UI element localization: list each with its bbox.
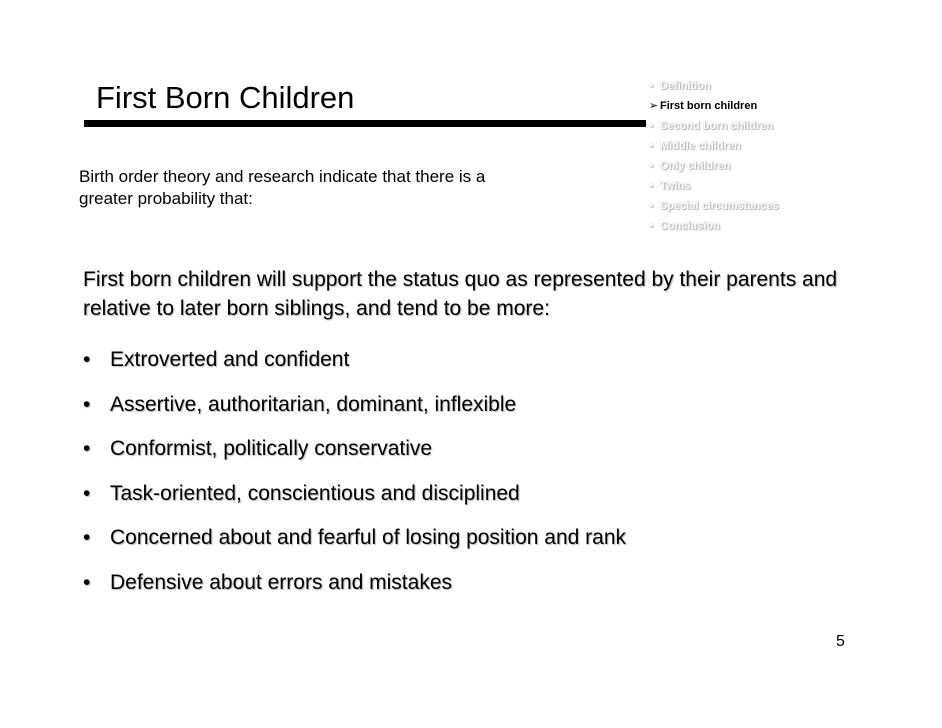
bullet-marker: •: [83, 570, 91, 594]
nav-item-label: Middle children: [660, 140, 741, 152]
section-nav: [649, 76, 849, 236]
nav-item-middle-children[interactable]: [649, 136, 849, 156]
nav-bullet: •: [649, 120, 653, 132]
bullet-marker: •: [83, 481, 91, 505]
page-number: 5: [836, 633, 845, 650]
nav-bullet: •: [649, 180, 653, 192]
bullet-marker: •: [83, 526, 91, 549]
title-underline: [84, 120, 646, 127]
lead-paragraph: First born children will support the status quo as represented by their parents and relative to later born siblings, and tend to be more:: [83, 268, 838, 320]
bullet-marker: •: [83, 437, 91, 460]
bullet-marker: •: [83, 392, 91, 416]
list-item: [83, 383, 863, 428]
nav-item-label: Second born children: [660, 120, 774, 132]
slide-title: First Born Children: [96, 80, 355, 115]
nav-item-label: First born children: [660, 100, 758, 112]
list-item-text: Task-oriented, conscientious and disciplined: [110, 481, 520, 505]
nav-item-label: Definition: [660, 80, 711, 92]
nav-item-definition[interactable]: [649, 76, 849, 96]
list-item-text: Defensive about errors and mistakes: [110, 570, 452, 594]
nav-item-label: Special circumstances: [660, 200, 779, 212]
list-item-text: Assertive, authoritarian, dominant, inflexible: [110, 392, 517, 416]
arrow-bullet-icon: ➢: [649, 100, 659, 112]
nav-bullet: •: [649, 200, 653, 212]
nav-bullet: •: [649, 160, 653, 172]
list-item: [83, 472, 863, 517]
nav-bullet: •: [649, 80, 653, 92]
nav-bullet: •: [649, 220, 653, 232]
nav-item-twins[interactable]: [649, 176, 849, 196]
nav-item-only-children[interactable]: [649, 156, 849, 176]
list-item: [83, 427, 863, 472]
list-item: [83, 338, 863, 383]
nav-item-conclusion[interactable]: [649, 216, 849, 236]
list-item-text: Conformist, politically conservative: [110, 437, 433, 460]
nav-item-label: Only children: [660, 160, 731, 172]
nav-item-special-circumstances[interactable]: [649, 196, 849, 216]
nav-bullet: •: [649, 140, 653, 152]
nav-item-first-born-children[interactable]: [649, 96, 849, 116]
list-item: [83, 516, 863, 561]
trait-list: [83, 338, 863, 605]
list-item-text: Extroverted and confident: [110, 348, 350, 371]
bullet-marker: •: [83, 348, 91, 371]
list-item-text: Concerned about and fearful of losing position and rank: [110, 526, 627, 549]
nav-item-label: Conclusion: [660, 220, 720, 232]
intro-text: Birth order theory and research indicate that there is a greater probability that:: [79, 167, 486, 208]
nav-item-label: Twins: [660, 180, 691, 192]
nav-item-second-born-children[interactable]: [649, 116, 849, 136]
list-item: [83, 561, 863, 606]
